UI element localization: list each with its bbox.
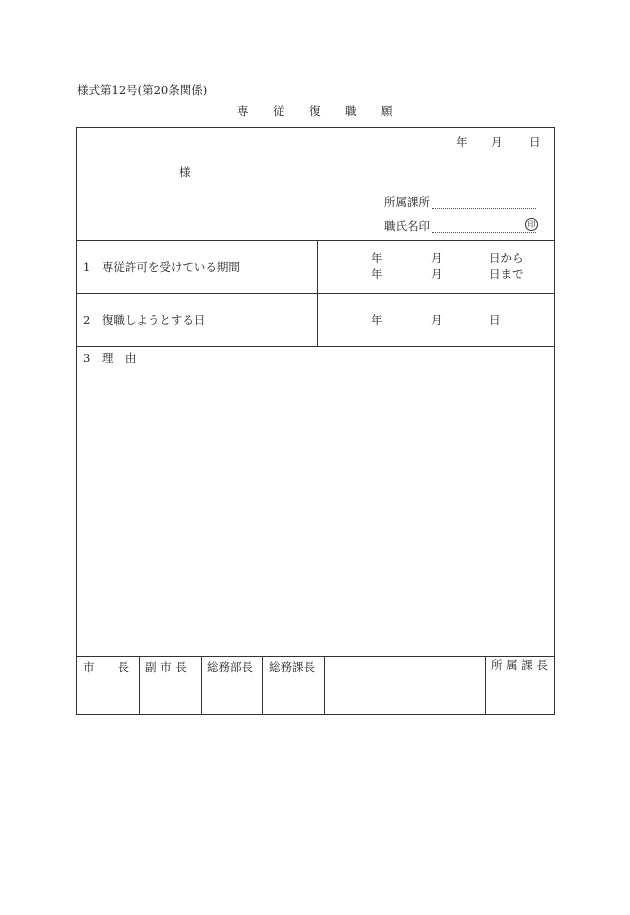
divider <box>77 656 554 657</box>
date-year-label: 年 <box>456 135 468 149</box>
approval-cell-section-chief: 所 属 課 長 <box>491 658 548 672</box>
date-day-label: 日から <box>489 251 524 265</box>
divider <box>77 240 554 241</box>
title-char: 従 <box>273 104 285 118</box>
divider <box>77 293 554 294</box>
department-label: 所属課所 <box>384 195 430 209</box>
divider <box>485 656 486 715</box>
divider <box>317 240 318 346</box>
divider <box>139 656 140 715</box>
divider <box>77 346 554 347</box>
date-day-label: 日 <box>489 313 501 327</box>
date-month-label: 月 <box>431 251 443 265</box>
approval-cell-gen-affairs-chief: 総務課長 <box>269 660 315 674</box>
approval-cell-deputy-mayor: 副 市 長 <box>145 660 187 674</box>
form-number: 様式第12号(第20条関係) <box>77 83 208 97</box>
row-label: 1 専従許可を受けている期間 <box>83 260 240 274</box>
divider <box>324 656 325 715</box>
date-day-label: 日 <box>529 135 541 149</box>
row-label: 2 復職しようとする日 <box>83 313 206 327</box>
name-label: 職氏名印 <box>384 219 430 233</box>
date-year-label: 年 <box>371 251 383 265</box>
date-year-label: 年 <box>371 313 383 327</box>
department-field[interactable] <box>432 208 536 209</box>
seal-icon: 印 <box>525 218 538 231</box>
date-month-label: 月 <box>431 267 443 281</box>
name-field[interactable] <box>432 232 536 233</box>
date-day-label: 日まで <box>489 267 524 281</box>
reason-field[interactable] <box>79 368 552 652</box>
document-title <box>237 104 417 118</box>
date-month-label: 月 <box>431 313 443 327</box>
approval-cell-gen-affairs-director: 総務部長 <box>207 660 253 674</box>
date-month-label: 月 <box>491 135 503 149</box>
date-year-label: 年 <box>371 267 383 281</box>
divider <box>262 656 263 715</box>
title-char: 職 <box>345 104 357 118</box>
divider <box>201 656 202 715</box>
title-char: 願 <box>381 104 393 118</box>
title-char: 復 <box>309 104 321 118</box>
addressee-suffix: 様 <box>179 165 191 179</box>
reason-label: 3 理 由 <box>83 351 137 365</box>
approval-cell-mayor: 市 長 <box>83 660 129 674</box>
title-char: 専 <box>237 104 249 118</box>
form-table <box>76 127 555 715</box>
